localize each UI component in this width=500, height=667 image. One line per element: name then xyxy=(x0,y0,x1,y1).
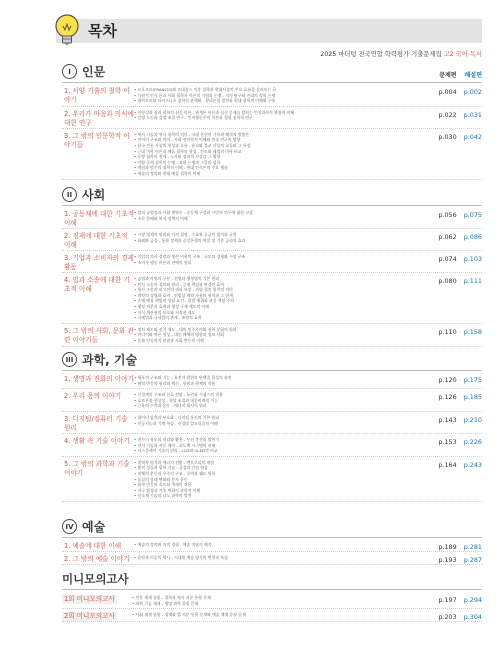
topic-item: • 음악과 미술의 역사 - 시대별 예술 양식의 변천과 특징 xyxy=(134,555,426,561)
toc-row[interactable] xyxy=(62,273,482,324)
topic-item: • 전자기 유도의 원리와 활용 - 무선 충전과 발전기 xyxy=(134,437,426,443)
topic-list xyxy=(132,609,426,621)
topic-item: • 지구 환경과 기후 변화의 과학적 이해 xyxy=(134,488,426,494)
mini-header xyxy=(62,570,482,592)
section-header xyxy=(62,185,482,207)
column-labels xyxy=(439,70,482,79)
section-title[interactable]: 과학, 기술 xyxy=(82,353,138,367)
topic-item: • 화학 반응의 속도와 촉매의 작용 xyxy=(134,482,426,488)
section-number-badge: III xyxy=(62,352,77,367)
mini-exam-label: 2회 미니모의고사 xyxy=(64,612,115,621)
answer-page-link[interactable]: p.042 xyxy=(463,132,482,141)
mini-divider xyxy=(62,589,482,590)
header xyxy=(0,0,500,58)
chapter-title[interactable]: 3. 디지털/컴퓨터 기술 원리 xyxy=(64,414,128,432)
topic-list xyxy=(134,389,426,411)
section-1 xyxy=(62,62,482,180)
topic-item: • 민사 소송의 절차와 원리 - 증명 책임과 판결의 효력 xyxy=(134,282,426,288)
topic-item: • 행정 처분의 효력과 행정 구제 제도의 이해 xyxy=(134,304,426,310)
problem-page-link[interactable]: p.074 xyxy=(438,255,457,263)
toc-row[interactable] xyxy=(62,389,482,412)
topic-item: • 한국 전통 사상의 형성과 흐름 - 유교와 불교 사상의 교류와 그 특징 xyxy=(134,143,426,149)
mini-title[interactable]: 미니모의고사 xyxy=(62,572,129,586)
section-number-badge: II xyxy=(62,187,77,202)
toc-row[interactable] xyxy=(62,434,482,457)
chapter-title[interactable]: 5. 그 밖의 과학과 기술 이야기 xyxy=(64,459,130,477)
problem-page-link[interactable]: p.120 xyxy=(438,376,457,384)
topic-item: • 지식 재산권의 보호와 저작권 제도 xyxy=(134,310,426,316)
toc-row[interactable] xyxy=(62,251,482,273)
section-title[interactable]: 사회 xyxy=(82,188,106,202)
chapter-title[interactable]: 3. 그 밖의 인문학적 이야기들 xyxy=(64,131,130,149)
problem-page-link[interactable]: p.030 xyxy=(438,132,457,141)
topic-list xyxy=(134,207,426,228)
topic-list xyxy=(134,251,426,272)
topic-list xyxy=(134,107,426,128)
section-4 xyxy=(62,517,482,565)
answer-page-link[interactable]: p.002 xyxy=(463,88,482,96)
topic-item: • 소비자 행동 이론과 선택의 원리 xyxy=(134,260,426,266)
answer-page-link[interactable]: p.111 xyxy=(463,277,482,285)
topic-item: • 세포의 구조와 기능 - 유전자 발현과 단백질 합성의 과정 xyxy=(134,375,426,381)
topic-list xyxy=(134,273,426,323)
lightbulb-icon xyxy=(51,12,83,48)
problem-page-link[interactable]: p.022 xyxy=(438,110,457,119)
topic-list xyxy=(134,129,426,179)
page-numbers xyxy=(426,552,482,564)
chapter-title[interactable]: 4. 법과 소송에 대한 기초적 이해 xyxy=(64,276,130,293)
problem-page-link[interactable]: p.189 xyxy=(438,543,457,551)
section-divider xyxy=(62,205,482,206)
answer-page-link[interactable]: p.075 xyxy=(463,211,482,219)
topic-list xyxy=(134,229,426,250)
chapter-title[interactable]: 5. 그 밖의 사회, 문화 관련 이야기들 xyxy=(64,326,134,344)
topic-item: • 신경계의 구조와 신호 전달 - 뉴런과 시냅스의 작용 xyxy=(134,392,426,398)
topic-item: • 국제법과 국내법의 관계 - 조약의 효력 xyxy=(134,315,426,321)
problem-page-link[interactable]: p.164 xyxy=(438,460,457,469)
topic-item: • 문화 인류학적 관점과 사회 변동의 이해 xyxy=(134,338,426,344)
page-numbers xyxy=(426,251,482,272)
chapter-title[interactable]: 4. 생활 속 기술 이야기 xyxy=(64,436,130,445)
section-number-badge: I xyxy=(62,64,77,79)
toc-row[interactable] xyxy=(62,372,482,389)
topic-item: • 감정 노동과 감정 조절 연구 - 인지행동주의 이론과 경험 철학의 연구 xyxy=(134,115,426,121)
section-title[interactable]: 인문 xyxy=(82,65,106,79)
page-numbers xyxy=(426,434,482,456)
topic-item: • 형사 소송과 피고인의 권리 보장 - 적법 절차 원칙의 의미 xyxy=(134,287,426,293)
section-header xyxy=(62,350,482,372)
topic-item: • 천체의 운동과 우주의 구조 - 중력과 궤도 역학 xyxy=(134,471,426,477)
problem-page-link[interactable]: p.203 xyxy=(438,613,457,622)
problem-page-link[interactable]: p.126 xyxy=(438,393,457,402)
toc-row[interactable] xyxy=(62,539,482,552)
page-numbers xyxy=(426,129,482,179)
toc-row[interactable] xyxy=(62,412,482,434)
page-numbers xyxy=(426,84,482,106)
topic-item: • 인문 제재 종합 - 철학과 역사 지문 통합 문제 xyxy=(132,595,426,601)
answer-page-link[interactable]: p.226 xyxy=(463,437,482,446)
topic-item: • 공법과 사법의 구분 - 헌법과 행정법의 기본 원리 xyxy=(134,276,426,282)
topic-list xyxy=(134,539,426,551)
problem-page-link[interactable]: p.197 xyxy=(438,596,457,604)
toc-row[interactable] xyxy=(62,207,482,229)
chapter-title[interactable]: 1. 예술에 대한 이해 xyxy=(64,542,122,550)
chapter-title[interactable]: 1. 생명과 진화의 이야기 xyxy=(64,375,134,383)
section-divider xyxy=(62,82,482,83)
page-numbers xyxy=(426,389,482,411)
chapter-title[interactable]: 2. 우리가 마음과 의식에 대한 연구 xyxy=(64,109,134,127)
topic-item: • 지향성과 심리 철학의 심신 이론 - 관계론 이론과 심신 문제를 밝히는 인지과학적 관점의 이해 xyxy=(134,110,426,116)
header-bar xyxy=(56,19,482,43)
topic-item: • 법의 규범성과 사회 계약론 - 공동체 구성과 시민의 의무에 대한 고찰 xyxy=(134,210,426,216)
page-numbers xyxy=(426,609,482,621)
page-numbers xyxy=(426,412,482,433)
section-header xyxy=(62,517,482,539)
section-2 xyxy=(62,185,482,347)
page-numbers xyxy=(426,457,482,501)
topic-item: • 호르몬과 항상성 - 혈당 조절과 내분비계의 기능 xyxy=(134,398,426,404)
topic-item: • 정치 제도와 선거 제도 - 대의 민주주의와 권력 분립의 원리 xyxy=(134,327,426,333)
topic-item: • 데카르트와 라이프니츠 철학의 관계와 - 합리론의 발전과 현대 철학의 이해와 수용 xyxy=(134,98,426,104)
topic-list xyxy=(134,457,426,501)
mini-exam-label: 1회 미니모의고사 xyxy=(64,595,115,603)
topic-item: • 예술의 정의와 미적 경험 - 예술 작품의 해석 xyxy=(134,542,426,548)
page-title: 목차 xyxy=(88,22,117,40)
answer-page-link[interactable]: p.086 xyxy=(463,233,482,241)
answer-page-link[interactable]: p.243 xyxy=(463,460,482,469)
answer-column-label: 해설편 xyxy=(464,72,482,79)
topic-item: • 동양 철학의 전개 - 노자와 장자의 사상과 그 영향 xyxy=(134,154,426,160)
topic-item: • 손해 배상 책임의 성립 요건 - 불법 행위와 과실 책임 주의 xyxy=(134,298,426,304)
toc-row[interactable] xyxy=(62,324,482,347)
mini-section xyxy=(62,570,482,622)
book-subject: 고2 국어 독서 xyxy=(443,51,482,58)
problem-page-link[interactable]: p.056 xyxy=(438,211,457,219)
topic-item: • 화폐와 금융 - 통화 정책과 중앙은행의 역할 및 기준 금리의 효과 xyxy=(134,238,426,244)
topic-item: • 예술의 정의와 현대 예술 철학의 이해 xyxy=(134,171,426,177)
toc-row[interactable] xyxy=(62,229,482,251)
problem-page-link[interactable]: p.193 xyxy=(438,556,457,564)
page-numbers xyxy=(426,229,482,250)
chapter-title[interactable] xyxy=(62,609,132,621)
topic-item: • 다원적 인식 론과 사회 철학자 이론의 기원과 논쟁 - 지식 탐구와 진리의 정의 논쟁 xyxy=(134,93,426,99)
page-numbers xyxy=(426,207,482,228)
topic-list xyxy=(134,434,426,456)
chapter-title[interactable]: 1. 서양 기출의 철학 이야기 xyxy=(64,87,130,104)
problem-column-label: 문제편 xyxy=(439,72,457,79)
problem-page-link[interactable]: p.110 xyxy=(438,327,457,336)
topic-item: • 미디어와 여론 형성 - 대중 매체의 영향과 정보 사회 xyxy=(134,332,426,338)
section-number-badge: IV xyxy=(62,519,77,534)
problem-page-link[interactable]: p.080 xyxy=(438,277,457,285)
topic-item: • 데이터 압축과 부호화 - 디지털 통신의 기본 원리 xyxy=(134,415,426,421)
toc-row[interactable] xyxy=(62,609,482,622)
topic-list xyxy=(134,372,426,388)
toc-row[interactable] xyxy=(62,84,482,107)
section-3 xyxy=(62,350,482,502)
topic-item: • 빛의 성질과 광학 기술 - 굴절과 간섭 현상 xyxy=(134,465,426,471)
topic-item: • 시장 경제의 원리와 가격 결정 - 수요와 공급의 법칙과 균형 xyxy=(134,232,426,238)
answer-page-link[interactable]: p.158 xyxy=(463,327,482,336)
topic-item: • 면역 반응의 원리와 백신 - 항원과 항체의 작용 xyxy=(134,381,426,387)
topic-item: • 근육의 수축과 운동 - 에너지 대사의 원리 xyxy=(134,403,426,409)
section-header xyxy=(62,62,482,84)
toc-row[interactable] xyxy=(62,552,482,565)
chapter-title[interactable]: 3. 기업과 소비자의 경제 활동 xyxy=(64,254,134,271)
book-name: 2025 마더텅 전국연합 학력평가 기출문제집 xyxy=(320,51,442,58)
toc-row[interactable] xyxy=(62,107,482,129)
page-numbers xyxy=(426,324,482,346)
topic-item: • 신소재 기술과 나노 과학의 발전 xyxy=(134,493,426,499)
topic-item: • 소득 분배와 복지 정책의 이해 xyxy=(134,216,426,222)
problem-page-link[interactable]: p.153 xyxy=(438,437,457,446)
chapter-title[interactable]: 1. 공동체에 대한 기초적 이해 xyxy=(64,210,134,227)
topic-item: • 서양 중세 철학의 논쟁 - 보편 논쟁과 스콜라 철학 xyxy=(134,160,426,166)
topic-item: • 열역학 법칙과 에너지 전환 - 엔트로피의 개념 xyxy=(134,460,426,466)
problem-page-link[interactable]: p.004 xyxy=(438,88,457,96)
topic-item: • 인공지능과 기계 학습 - 신경망 알고리즘의 이해 xyxy=(134,421,426,427)
answer-page-link[interactable]: p.294 xyxy=(463,596,482,604)
topic-item: • 과학 기술 제재 - 생명 과학 융합 문제 xyxy=(132,601,426,607)
topic-list xyxy=(134,412,426,433)
topic-item: • 근대 미학 이론과 예술 철학의 형성 - 칸트와 헤겔의 미학 비교 xyxy=(134,149,426,155)
topic-list xyxy=(134,324,426,346)
chapter-title[interactable]: 2. 그 밖의 예술 이야기 xyxy=(64,555,130,563)
answer-page-link[interactable]: p.304 xyxy=(463,613,482,622)
topic-item: • 계약의 성립과 효력 - 민법상 계약 자유의 원칙과 그 한계 xyxy=(134,293,426,299)
toc-row[interactable] xyxy=(62,592,482,609)
mini-rows xyxy=(62,592,482,622)
topic-list xyxy=(132,592,426,608)
book-subtitle xyxy=(320,49,482,58)
section-divider xyxy=(62,537,482,538)
topic-list xyxy=(134,84,426,106)
answer-page-link[interactable]: p.281 xyxy=(463,543,482,551)
page-numbers xyxy=(426,372,482,388)
topic-item: • 역사 서술과 역사 철학의 의미 - 고대 문헌의 기록과 해석의 방법론 xyxy=(134,132,426,138)
topic-item: • 개념과 범주의 철학적 이해 - 현대 인식론의 주요 쟁점 xyxy=(134,165,426,171)
toc-row[interactable] xyxy=(62,129,482,180)
section-divider xyxy=(62,370,482,371)
topic-item: • 기업의 의사 결정과 생산 비용의 구조 - 규모의 경제와 시장 구조 xyxy=(134,254,426,260)
topic-item: • 물질의 상태 변화와 분자 운동 xyxy=(134,477,426,483)
problem-page-link[interactable]: p.062 xyxy=(438,233,457,241)
page-numbers xyxy=(426,107,482,128)
topic-item: • 르포르트(FRANCIS)와 르네상스 이후 철학과 현대사상의 주요 흐름을 살펴보는 글 xyxy=(134,87,426,93)
section-title[interactable]: 예술 xyxy=(82,520,106,534)
topic-item: • 디스플레이 기술의 원리 - LCD와 OLED의 비교 xyxy=(134,448,426,454)
answer-page-link[interactable]: p.175 xyxy=(463,376,482,384)
topic-item: • 센서 기술과 자동 제어 - 피드백 시스템의 이해 xyxy=(134,443,426,449)
toc-row[interactable] xyxy=(62,457,482,502)
answer-page-link[interactable]: p.103 xyxy=(463,255,482,263)
chapter-title[interactable] xyxy=(62,592,132,608)
answer-page-link[interactable]: p.287 xyxy=(463,556,482,564)
topic-item: • 사회 제재 종합 - 경제와 법 지문 통합 문제와 예술 제재 융합 문제 xyxy=(132,612,426,618)
problem-page-link[interactable]: p.143 xyxy=(438,415,457,424)
answer-page-link[interactable]: p.210 xyxy=(463,415,482,424)
topic-item: • 언어의 구조와 의미 - 사회 언어학적 이해와 민속 연구의 방향 xyxy=(134,137,426,143)
topic-list xyxy=(134,552,426,564)
page-numbers xyxy=(426,539,482,551)
page-numbers xyxy=(426,273,482,323)
chapter-title[interactable]: 2. 우리 몸의 이야기 xyxy=(64,392,122,401)
answer-page-link[interactable]: p.185 xyxy=(463,393,482,402)
answer-page-link[interactable]: p.031 xyxy=(463,110,482,119)
page-numbers xyxy=(426,592,482,608)
chapter-title[interactable]: 2. 경제에 대한 기초적 이해 xyxy=(64,232,128,249)
